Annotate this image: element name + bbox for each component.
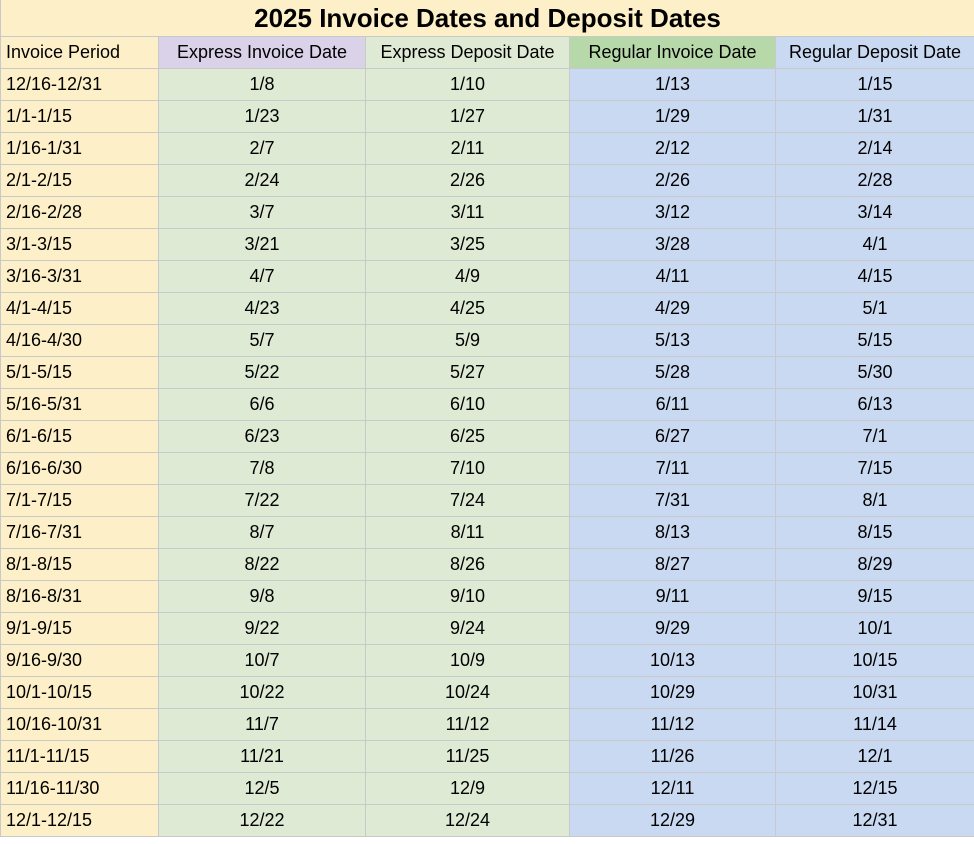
cell-regular-invoice-date[interactable]: 6/27 [570,421,776,453]
table-row [1,101,974,133]
cell-express-invoice-date[interactable]: 11/7 [159,709,366,741]
cell-regular-invoice-date[interactable]: 7/11 [570,453,776,485]
cell-regular-deposit-date[interactable]: 10/31 [776,677,974,709]
cell-express-deposit-date[interactable]: 5/9 [366,325,570,357]
cell-express-deposit-date[interactable]: 10/24 [366,677,570,709]
table-row [1,485,974,517]
cell-regular-deposit-date[interactable]: 5/1 [776,293,974,325]
cell-invoice-period[interactable]: 7/16-7/31 [1,517,159,549]
header-regular-invoice-date[interactable]: Regular Invoice Date [570,37,776,69]
cell-express-deposit-date[interactable]: 1/10 [366,69,570,101]
cell-express-deposit-date[interactable]: 7/24 [366,485,570,517]
cell-express-deposit-date[interactable]: 2/26 [366,165,570,197]
cell-regular-invoice-date[interactable]: 5/28 [570,357,776,389]
cell-regular-invoice-date[interactable]: 8/27 [570,549,776,581]
cell-express-deposit-date[interactable]: 2/11 [366,133,570,165]
cell-express-deposit-date[interactable]: 5/27 [366,357,570,389]
cell-express-invoice-date[interactable]: 12/5 [159,773,366,805]
cell-regular-invoice-date[interactable]: 4/29 [570,293,776,325]
cell-express-invoice-date[interactable]: 7/22 [159,485,366,517]
table-title[interactable]: 2025 Invoice Dates and Deposit Dates [1,0,974,37]
cell-regular-deposit-date[interactable]: 4/15 [776,261,974,293]
cell-regular-deposit-date[interactable]: 7/1 [776,421,974,453]
cell-regular-deposit-date[interactable]: 1/15 [776,69,974,101]
cell-express-deposit-date[interactable]: 4/9 [366,261,570,293]
cell-invoice-period[interactable]: 7/1-7/15 [1,485,159,517]
cell-express-invoice-date[interactable]: 5/7 [159,325,366,357]
cell-regular-deposit-date[interactable]: 5/15 [776,325,974,357]
cell-invoice-period[interactable]: 2/1-2/15 [1,165,159,197]
table-body [1,69,974,837]
table-row [1,613,974,645]
cell-regular-deposit-date[interactable]: 1/31 [776,101,974,133]
cell-invoice-period[interactable]: 3/1-3/15 [1,229,159,261]
cell-express-invoice-date[interactable]: 10/22 [159,677,366,709]
cell-regular-deposit-date[interactable]: 12/1 [776,741,974,773]
cell-regular-invoice-date[interactable]: 7/31 [570,485,776,517]
cell-express-deposit-date[interactable]: 9/24 [366,613,570,645]
cell-express-invoice-date[interactable]: 1/8 [159,69,366,101]
table-row [1,325,974,357]
cell-regular-deposit-date[interactable]: 11/14 [776,709,974,741]
cell-invoice-period[interactable]: 3/16-3/31 [1,261,159,293]
table-row [1,709,974,741]
cell-invoice-period[interactable]: 10/1-10/15 [1,677,159,709]
cell-invoice-period[interactable]: 11/1-11/15 [1,741,159,773]
cell-express-deposit-date[interactable]: 6/10 [366,389,570,421]
cell-express-deposit-date[interactable]: 12/24 [366,805,570,837]
header-express-invoice-date[interactable]: Express Invoice Date [159,37,366,69]
cell-express-invoice-date[interactable]: 3/7 [159,197,366,229]
cell-invoice-period[interactable]: 5/1-5/15 [1,357,159,389]
cell-invoice-period[interactable]: 1/16-1/31 [1,133,159,165]
table-row [1,741,974,773]
cell-invoice-period[interactable]: 5/16-5/31 [1,389,159,421]
cell-express-invoice-date[interactable]: 7/8 [159,453,366,485]
cell-invoice-period[interactable]: 6/1-6/15 [1,421,159,453]
cell-express-invoice-date[interactable]: 4/23 [159,293,366,325]
cell-express-deposit-date[interactable]: 8/26 [366,549,570,581]
cell-regular-deposit-date[interactable]: 3/14 [776,197,974,229]
cell-express-deposit-date[interactable]: 4/25 [366,293,570,325]
cell-express-invoice-date[interactable]: 2/24 [159,165,366,197]
cell-regular-deposit-date[interactable]: 12/31 [776,805,974,837]
cell-regular-invoice-date[interactable]: 8/13 [570,517,776,549]
cell-express-invoice-date[interactable]: 1/23 [159,101,366,133]
table-row [1,69,974,101]
cell-regular-invoice-date[interactable]: 9/29 [570,613,776,645]
cell-express-invoice-date[interactable]: 4/7 [159,261,366,293]
cell-regular-invoice-date[interactable]: 3/28 [570,229,776,261]
cell-regular-deposit-date[interactable]: 10/15 [776,645,974,677]
cell-express-deposit-date[interactable]: 3/11 [366,197,570,229]
cell-regular-deposit-date[interactable]: 8/15 [776,517,974,549]
cell-invoice-period[interactable]: 9/16-9/30 [1,645,159,677]
cell-regular-invoice-date[interactable]: 4/11 [570,261,776,293]
table-row [1,197,974,229]
cell-invoice-period[interactable]: 9/1-9/15 [1,613,159,645]
cell-express-invoice-date[interactable]: 9/22 [159,613,366,645]
header-regular-deposit-date[interactable]: Regular Deposit Date [776,37,974,69]
cell-express-deposit-date[interactable]: 12/9 [366,773,570,805]
table-row [1,773,974,805]
cell-invoice-period[interactable]: 11/16-11/30 [1,773,159,805]
cell-express-deposit-date[interactable]: 11/25 [366,741,570,773]
cell-regular-deposit-date[interactable]: 2/28 [776,165,974,197]
cell-regular-invoice-date[interactable]: 12/29 [570,805,776,837]
cell-regular-invoice-date[interactable]: 3/12 [570,197,776,229]
cell-regular-deposit-date[interactable]: 2/14 [776,133,974,165]
table-row [1,229,974,261]
cell-regular-invoice-date[interactable]: 1/29 [570,101,776,133]
cell-invoice-period[interactable]: 8/1-8/15 [1,549,159,581]
cell-invoice-period[interactable]: 12/1-12/15 [1,805,159,837]
cell-regular-invoice-date[interactable]: 12/11 [570,773,776,805]
cell-regular-invoice-date[interactable]: 10/13 [570,645,776,677]
table-row [1,261,974,293]
cell-regular-deposit-date[interactable]: 8/1 [776,485,974,517]
cell-regular-deposit-date[interactable]: 10/1 [776,613,974,645]
cell-express-invoice-date[interactable]: 11/21 [159,741,366,773]
cell-regular-invoice-date[interactable]: 11/26 [570,741,776,773]
cell-express-invoice-date[interactable]: 6/6 [159,389,366,421]
cell-regular-deposit-date[interactable]: 12/15 [776,773,974,805]
title-row [1,0,974,37]
cell-express-invoice-date[interactable]: 8/7 [159,517,366,549]
header-row [1,37,974,69]
cell-regular-deposit-date[interactable]: 9/15 [776,581,974,613]
cell-regular-invoice-date[interactable]: 6/11 [570,389,776,421]
cell-invoice-period[interactable]: 6/16-6/30 [1,453,159,485]
table-row [1,805,974,837]
cell-express-deposit-date[interactable]: 3/25 [366,229,570,261]
table-row [1,165,974,197]
cell-express-deposit-date[interactable]: 1/27 [366,101,570,133]
table-row [1,645,974,677]
cell-express-deposit-date[interactable]: 7/10 [366,453,570,485]
cell-invoice-period[interactable]: 10/16-10/31 [1,709,159,741]
cell-express-invoice-date[interactable]: 10/7 [159,645,366,677]
cell-regular-deposit-date[interactable]: 8/29 [776,549,974,581]
cell-express-deposit-date[interactable]: 10/9 [366,645,570,677]
cell-invoice-period[interactable]: 8/16-8/31 [1,581,159,613]
cell-express-deposit-date[interactable]: 6/25 [366,421,570,453]
cell-regular-invoice-date[interactable]: 5/13 [570,325,776,357]
cell-regular-invoice-date[interactable]: 2/26 [570,165,776,197]
cell-express-invoice-date[interactable]: 3/21 [159,229,366,261]
cell-express-invoice-date[interactable]: 8/22 [159,549,366,581]
cell-invoice-period[interactable]: 2/16-2/28 [1,197,159,229]
cell-invoice-period[interactable]: 4/1-4/15 [1,293,159,325]
cell-express-invoice-date[interactable]: 6/23 [159,421,366,453]
table-row [1,133,974,165]
cell-express-deposit-date[interactable]: 11/12 [366,709,570,741]
cell-invoice-period[interactable]: 1/1-1/15 [1,101,159,133]
table-row [1,677,974,709]
cell-invoice-period[interactable]: 4/16-4/30 [1,325,159,357]
cell-invoice-period[interactable]: 12/16-12/31 [1,69,159,101]
header-invoice-period[interactable]: Invoice Period [1,37,159,69]
cell-express-invoice-date[interactable]: 5/22 [159,357,366,389]
table-row [1,357,974,389]
table-row [1,293,974,325]
cell-regular-deposit-date[interactable]: 6/13 [776,389,974,421]
cell-express-invoice-date[interactable]: 9/8 [159,581,366,613]
cell-regular-invoice-date[interactable]: 11/12 [570,709,776,741]
table-row [1,517,974,549]
cell-regular-invoice-date[interactable]: 9/11 [570,581,776,613]
cell-express-invoice-date[interactable]: 12/22 [159,805,366,837]
table-row [1,389,974,421]
cell-regular-deposit-date[interactable]: 5/30 [776,357,974,389]
cell-express-deposit-date[interactable]: 8/11 [366,517,570,549]
cell-regular-invoice-date[interactable]: 2/12 [570,133,776,165]
cell-regular-deposit-date[interactable]: 4/1 [776,229,974,261]
header-express-deposit-date[interactable]: Express Deposit Date [366,37,570,69]
cell-express-deposit-date[interactable]: 9/10 [366,581,570,613]
cell-regular-deposit-date[interactable]: 7/15 [776,453,974,485]
cell-regular-invoice-date[interactable]: 10/29 [570,677,776,709]
table-row [1,453,974,485]
table-row [1,581,974,613]
table-row [1,421,974,453]
table-row [1,549,974,581]
cell-regular-invoice-date[interactable]: 1/13 [570,69,776,101]
cell-express-invoice-date[interactable]: 2/7 [159,133,366,165]
